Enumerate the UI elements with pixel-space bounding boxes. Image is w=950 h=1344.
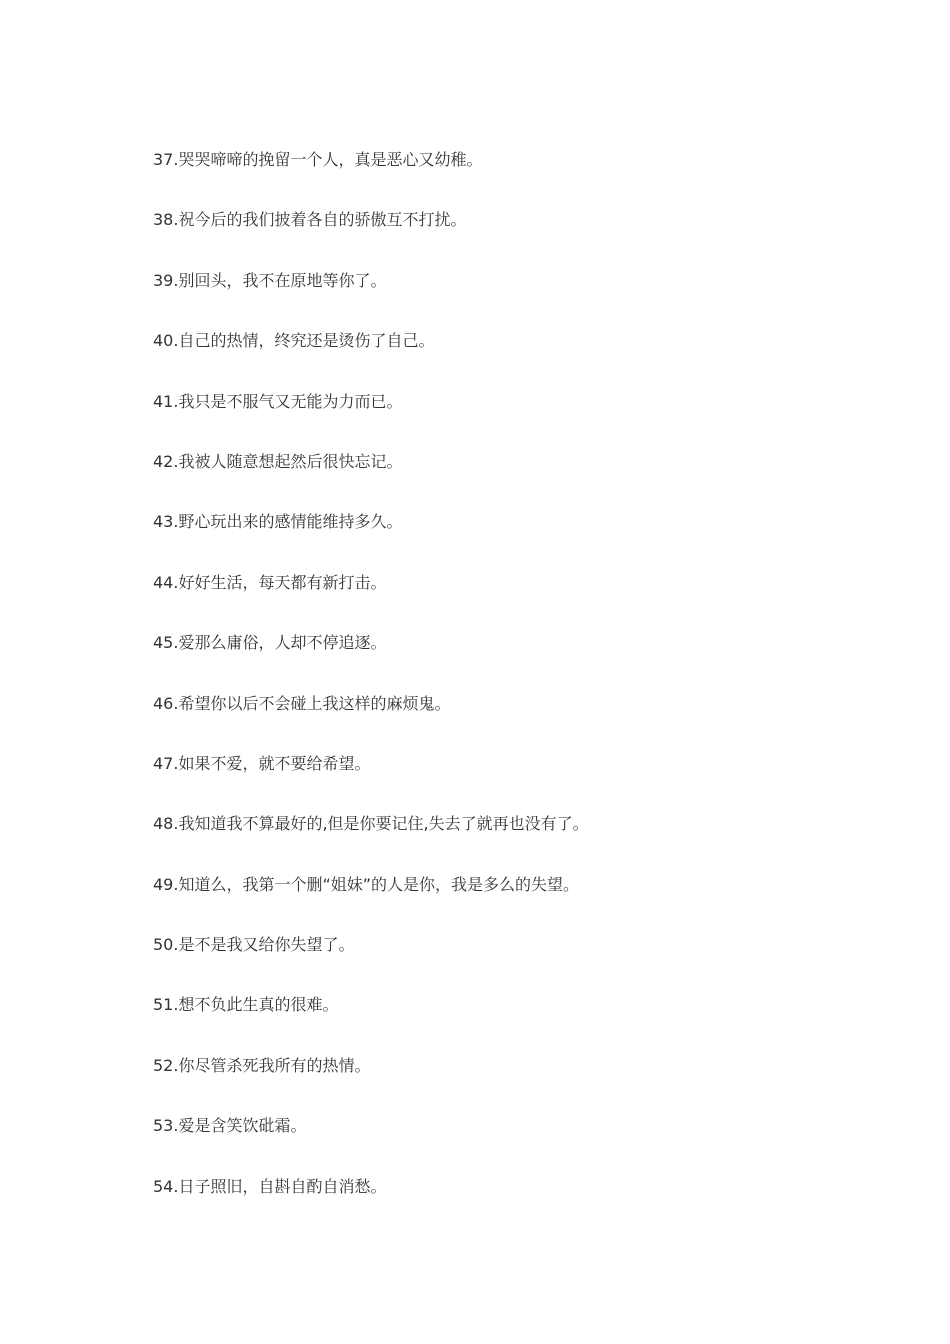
quote-line: 47.如果不爱，就不要给希望。	[153, 753, 371, 773]
quote-line: 39.别回头，我不在原地等你了。	[153, 270, 387, 290]
quote-line: 50.是不是我又给你失望了。	[153, 935, 355, 955]
quote-list	[153, 147, 589, 1234]
quote-line: 41.我只是不服气又无能为力而已。	[153, 391, 403, 411]
quote-line: 38.祝今后的我们披着各自的骄傲互不打扰。	[153, 210, 467, 230]
quote-line: 43.野心玩出来的感情能维持多久。	[153, 512, 403, 532]
quote-line: 53.爱是含笑饮砒霜。	[153, 1116, 307, 1136]
quote-line: 54.日子照旧，自斟自酌自消愁。	[153, 1176, 387, 1196]
quote-line: 51.想不负此生真的很难。	[153, 995, 339, 1015]
quote-line: 46.希望你以后不会碰上我这样的麻烦鬼。	[153, 693, 451, 713]
quote-line: 40.自己的热情，终究还是烫伤了自己。	[153, 331, 435, 351]
quote-line: 45.爱那么庸俗，人却不停追逐。	[153, 633, 387, 653]
quote-line: 52.你尽管杀死我所有的热情。	[153, 1055, 371, 1075]
quote-line: 49.知道么，我第一个删“姐妹”的人是你，我是多么的失望。	[153, 874, 580, 894]
quote-line: 48.我知道我不算最好的,但是你要记住,失去了就再也没有了。	[153, 814, 589, 834]
quote-line: 44.好好生活，每天都有新打击。	[153, 572, 387, 592]
quote-line: 37.哭哭啼啼的挽留一个人，真是恶心又幼稚。	[153, 150, 483, 169]
quote-line: 42.我被人随意想起然后很快忘记。	[153, 451, 403, 471]
